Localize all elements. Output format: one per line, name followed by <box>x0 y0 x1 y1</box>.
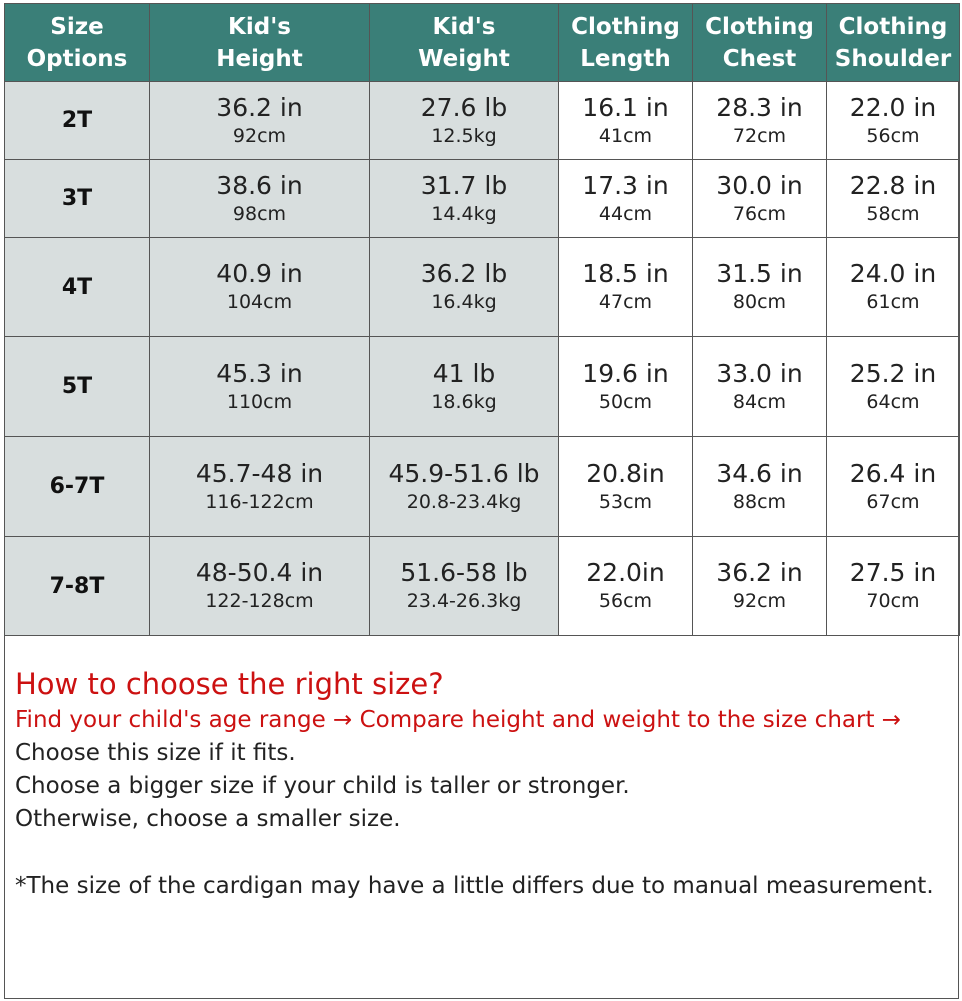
guide-line-bigger: Choose a bigger size if your child is taller or stronger. <box>15 773 630 799</box>
clothing-length-metric: 47cm <box>598 291 653 313</box>
clothing-shoulder-imperial: 24.0 in <box>849 259 937 288</box>
clothing-shoulder-cell <box>827 337 960 437</box>
clothing-length-metric: 44cm <box>598 202 653 225</box>
clothing-chest-metric: 92cm <box>732 590 787 612</box>
clothing-shoulder-metric: 67cm <box>866 490 920 513</box>
size-chart <box>4 3 959 999</box>
guide-title: How to choose the right size? <box>15 667 444 701</box>
header-clothing-chest: Clothing Chest <box>693 4 827 82</box>
kids-weight-cell <box>370 337 559 437</box>
clothing-chest-imperial: 33.0 in <box>716 358 803 388</box>
kids-height-cell <box>150 160 370 238</box>
kids-weight-metric: 20.8-23.4kg <box>406 490 522 513</box>
clothing-chest-metric: 84cm <box>732 390 787 413</box>
clothing-length-metric: 56cm <box>598 590 653 612</box>
clothing-chest-metric: 76cm <box>732 202 787 225</box>
clothing-length-imperial: 19.6 in <box>582 358 669 388</box>
clothing-shoulder-imperial: 22.0 in <box>849 92 937 122</box>
kids-height-cell <box>150 238 370 337</box>
table-row <box>5 238 960 337</box>
kids-weight-imperial: 45.9-51.6 lb <box>388 458 540 488</box>
header-size-options: Size Options <box>5 4 150 82</box>
clothing-length-cell <box>559 160 693 238</box>
clothing-length-metric: 50cm <box>598 390 653 413</box>
guide-line-fits: Choose this size if it fits. <box>15 740 296 766</box>
clothing-shoulder-cell <box>827 537 960 636</box>
kids-height-imperial: 45.3 in <box>216 358 303 388</box>
clothing-length-cell <box>559 537 693 636</box>
kids-weight-metric: 14.4kg <box>431 202 497 225</box>
size-option-cell: 3T <box>5 160 150 238</box>
table-row <box>5 437 960 537</box>
clothing-chest-cell <box>693 437 827 537</box>
guide-steps: Find your child's age range → Compare height and weight to the size chart → <box>15 707 902 733</box>
header-kids-height: Kid's Height <box>150 4 370 82</box>
clothing-length-cell <box>559 82 693 160</box>
kids-height-cell <box>150 337 370 437</box>
kids-height-metric: 122-128cm <box>205 590 314 612</box>
kids-height-metric: 98cm <box>232 202 287 225</box>
clothing-length-imperial: 16.1 in <box>582 92 669 122</box>
header-clothing-length: Clothing Length <box>559 4 693 82</box>
clothing-shoulder-metric: 64cm <box>866 390 920 413</box>
table-row <box>5 537 960 636</box>
table-row <box>5 160 960 238</box>
clothing-chest-cell <box>693 160 827 238</box>
clothing-shoulder-metric: 58cm <box>866 202 920 225</box>
kids-weight-imperial: 41 lb <box>432 358 496 388</box>
clothing-shoulder-imperial: 22.8 in <box>849 170 937 200</box>
kids-height-imperial: 36.2 in <box>216 92 303 122</box>
table-row <box>5 82 960 160</box>
clothing-shoulder-metric: 61cm <box>866 291 920 313</box>
clothing-chest-cell <box>693 238 827 337</box>
header-kids-weight: Kid's Weight <box>370 4 559 82</box>
size-option-cell: 6-7T <box>5 437 150 537</box>
clothing-shoulder-cell <box>827 437 960 537</box>
kids-height-metric: 110cm <box>226 390 293 413</box>
kids-height-imperial: 40.9 in <box>216 259 303 288</box>
clothing-shoulder-metric: 70cm <box>866 590 920 612</box>
kids-height-metric: 92cm <box>232 124 287 147</box>
header-clothing-shoulder: Clothing Shoulder <box>827 4 960 82</box>
clothing-shoulder-cell <box>827 160 960 238</box>
table-row <box>5 337 960 437</box>
size-option-cell: 5T <box>5 337 150 437</box>
kids-height-metric: 104cm <box>226 291 293 313</box>
kids-weight-cell <box>370 82 559 160</box>
clothing-length-metric: 53cm <box>598 490 653 513</box>
kids-height-imperial: 45.7-48 in <box>195 458 324 488</box>
kids-height-cell <box>150 437 370 537</box>
size-option-cell: 7-8T <box>5 537 150 636</box>
clothing-chest-imperial: 30.0 in <box>716 170 803 200</box>
clothing-length-imperial: 17.3 in <box>582 170 669 200</box>
clothing-chest-imperial: 31.5 in <box>716 259 803 288</box>
clothing-shoulder-imperial: 25.2 in <box>849 358 937 388</box>
clothing-chest-cell <box>693 337 827 437</box>
clothing-length-imperial: 20.8in <box>586 458 665 488</box>
clothing-shoulder-imperial: 26.4 in <box>849 458 937 488</box>
clothing-chest-imperial: 34.6 in <box>716 458 803 488</box>
kids-weight-cell <box>370 160 559 238</box>
guide-line-smaller: Otherwise, choose a smaller size. <box>15 806 401 832</box>
kids-height-imperial: 48-50.4 in <box>195 558 324 587</box>
clothing-shoulder-imperial: 27.5 in <box>849 558 937 587</box>
kids-weight-imperial: 36.2 lb <box>420 259 508 288</box>
size-guide <box>15 664 955 903</box>
header-row <box>5 4 960 82</box>
kids-weight-imperial: 31.7 lb <box>420 170 508 200</box>
clothing-shoulder-metric: 56cm <box>866 124 920 147</box>
clothing-chest-cell <box>693 82 827 160</box>
kids-height-cell <box>150 537 370 636</box>
kids-height-metric: 116-122cm <box>205 490 314 513</box>
kids-weight-imperial: 27.6 lb <box>420 92 508 122</box>
size-option-cell: 4T <box>5 238 150 337</box>
clothing-shoulder-cell <box>827 82 960 160</box>
clothing-shoulder-cell <box>827 238 960 337</box>
size-table <box>4 3 960 636</box>
clothing-chest-metric: 88cm <box>732 490 787 513</box>
clothing-length-cell <box>559 337 693 437</box>
clothing-length-metric: 41cm <box>598 124 653 147</box>
clothing-chest-imperial: 36.2 in <box>716 558 803 587</box>
clothing-chest-cell <box>693 537 827 636</box>
kids-weight-cell <box>370 437 559 537</box>
kids-weight-cell <box>370 537 559 636</box>
clothing-chest-metric: 80cm <box>732 291 787 313</box>
kids-weight-cell <box>370 238 559 337</box>
clothing-chest-imperial: 28.3 in <box>716 92 803 122</box>
clothing-chest-metric: 72cm <box>732 124 787 147</box>
kids-height-imperial: 38.6 in <box>216 170 303 200</box>
clothing-length-cell <box>559 437 693 537</box>
kids-weight-metric: 18.6kg <box>431 390 497 413</box>
clothing-length-cell <box>559 238 693 337</box>
clothing-length-imperial: 18.5 in <box>582 259 669 288</box>
clothing-length-imperial: 22.0in <box>586 558 665 587</box>
kids-weight-metric: 12.5kg <box>431 124 497 147</box>
kids-weight-metric: 16.4kg <box>431 291 497 313</box>
kids-weight-imperial: 51.6-58 lb <box>400 558 528 587</box>
kids-weight-metric: 23.4-26.3kg <box>406 590 522 612</box>
kids-height-cell <box>150 82 370 160</box>
size-option-cell: 2T <box>5 82 150 160</box>
guide-note: *The size of the cardigan may have a little differs due to manual measurement. <box>15 873 934 899</box>
